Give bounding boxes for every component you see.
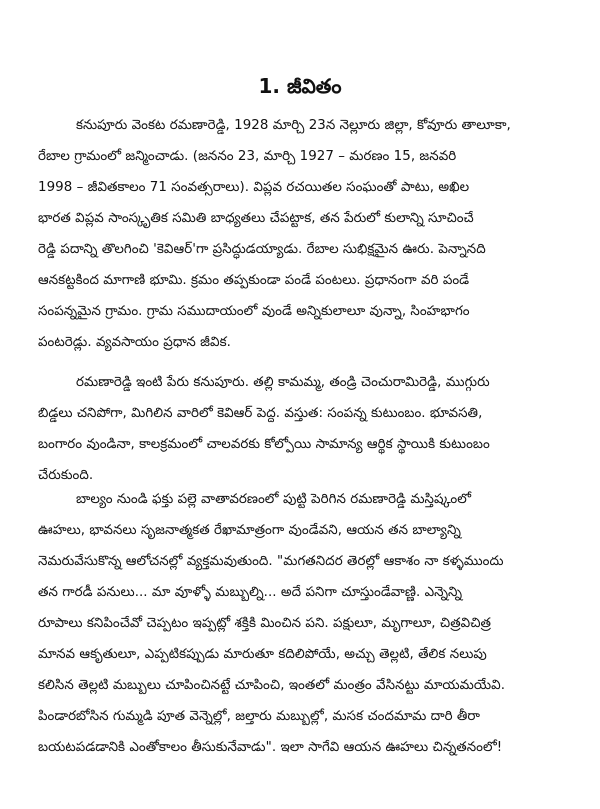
text-line: తన గారడీ పనులు... మా వూళ్ళో మబ్బుల్ని... అదే పనిగా చూస్తుండేవాణ్ణి. ఎన్నెన్ని [38, 585, 463, 600]
text-line: ఊహలు, భావనలు సృజనాత్మకత రేఖామాత్రంగా వుండేవని, ఆయన తన బాల్యాన్ని [38, 523, 461, 538]
text-line: రమణారెడ్డి ఇంటి పేరు కనుపూరు. తల్లి కామమ్మ, తండ్రి చెంచురామిరెడ్డి, ముగ్గురు [76, 375, 490, 390]
text-line: నెమరువేసుకొన్న ఆలోచనల్లో వ్యక్తమవుతుంది. "మగతనిదర తెరల్లో ఆకాశం నా కళ్ళముందు [38, 554, 504, 569]
chapter-title: 1. జీవితం [258, 74, 342, 98]
text-line: మానవ ఆకృతులూ, ఎప్పటికప్పుడు మారుతూ కదిలిపోయే, అచ్చు తెల్లటి, తేలిక నలుపు [38, 647, 487, 662]
text-line: రెడ్డి పదాన్ని తొలగించి 'కెవిఆర్'గా ప్రసిద్ధుడయ్యాడు. రేబాల సుభిక్షమైన ఊరు. పెన్నానది [38, 242, 486, 257]
paragraph-1 [38, 110, 600, 358]
text-line: సంపన్నమైన గ్రామం. గ్రామ సముదాయంలో వుండే అన్నికులాలూ వున్నా, సింహభాగం [38, 304, 470, 319]
text-line: పంటరెడ్లు. వ్యవసాయం ప్రధాన జీవిక. [38, 335, 231, 350]
text-line: బాల్యం నుండి ఫక్తు పల్లె వాతావరణంలో పుట్టి పెరిగిన రమణారెడ్డి మస్తిష్కంలో [76, 492, 472, 507]
text-line: బిడ్డలు చనిపోగా, మిగిలిన వారిలో కెవిఆర్ పెద్ద. వస్తుత: సంపన్న కుటుంబం. భూవసతి, [38, 406, 483, 421]
paragraph-2 [38, 367, 600, 491]
text-line: బంగారం వుండినా, కాలక్రమంలో చాలవరకు కోల్పోయి సామాన్య ఆర్థిక స్థాయికి కుటుంబం [38, 437, 490, 452]
text-line: రూపాలు కనిపించేవో చెప్పటం ఇప్పట్లో శక్తికి మించిన పని. పక్షులూ, మృగాలూ, చిత్రవిచిత్ర [38, 616, 492, 631]
text-line: కనుపూరు వెంకట రమణారెడ్డి, 1928 మార్చి 23న నెల్లూరు జిల్లా, కోవూరు తాలూకా, [76, 118, 511, 133]
text-line: పిండారబోసిన గుమ్మడి పూత వెన్నెల్లో, జల్తారు మబ్బుల్లో, మసక చందమామ దారి తీరా [38, 709, 480, 724]
text-line: చేరుకుంది. [38, 468, 94, 483]
text-line: కలిసిన తెల్లటి మబ్బులు చూపించినట్టే చూపించి, ఇంతలో మంత్రం వేసినట్టు మాయమయేవి. [38, 678, 506, 693]
text-line: భారత విప్లవ సాంస్కృతిక సమితి బాధ్యతలు చేపట్టాక, తన పేరులో కులాన్ని సూచించే [38, 211, 474, 226]
text-line: 1998 – జీవితకాలం 71 సంవత్సరాలు). విప్లవ రచయితల సంఘంతో పాటు, అఖిల [38, 180, 470, 195]
text-line: ఆనకట్టకింద మాగాణి భూమి. క్రమం తప్పకుండా పండే పంటలు. ప్రధానంగా వరి పండే [38, 273, 470, 288]
text-line: బయటపడడానికి ఎంతోకాలం తీసుకునేవాడు". ఇలా సాగేవి ఆయన ఊహలు చిన్నతనంలో! [38, 740, 503, 755]
text-line: రేబాల గ్రామంలో జన్మించాడు. (జననం 23, మార్చి 1927 – మరణం 15, జనవరి [38, 149, 457, 164]
paragraph-3 [38, 484, 600, 763]
